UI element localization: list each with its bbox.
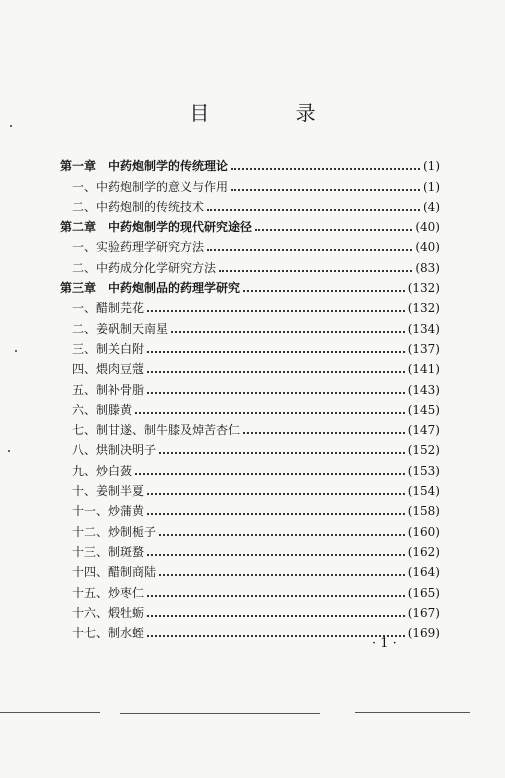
entry-label [60, 586, 144, 600]
entry-title: 二、中药成分化学研究方法 [72, 260, 217, 275]
entry-label [60, 383, 144, 397]
toc-chapter-entry [60, 275, 440, 295]
entry-title: 十七、制水蛭 [72, 626, 145, 641]
entry-label [60, 545, 144, 559]
entry-label [60, 423, 240, 437]
entry-label [60, 159, 228, 173]
entry-title: 十、姜制半夏 [72, 484, 145, 499]
entry-title: 中药炮制学的现代研究途径 [108, 220, 253, 235]
entry-label [60, 443, 156, 457]
entry-page: (40) [415, 220, 440, 235]
entry-page: (164) [407, 565, 440, 580]
entry-page: (83) [415, 260, 440, 275]
entry-title: 二、姜矾制天南星 [72, 321, 169, 336]
toc-section-entry [60, 173, 440, 193]
entry-title: 十三、制斑蝥 [72, 544, 145, 559]
leader-dots [147, 554, 405, 556]
table-of-contents [60, 153, 440, 640]
entry-label [60, 240, 204, 254]
entry-page: (167) [407, 605, 440, 620]
leader-dots [147, 513, 405, 515]
entry-page: (1) [423, 179, 440, 194]
entry-label [60, 200, 204, 214]
toc-chapter-entry [60, 153, 440, 173]
toc-section-entry [60, 539, 440, 559]
entry-page: (143) [407, 382, 440, 397]
bottom-rule [0, 712, 100, 713]
entry-title: 十五、炒枣仁 [72, 585, 145, 600]
chapter-number: 第三章 [60, 281, 97, 296]
entry-title: 七、制甘遂、制牛膝及焯苦杏仁 [72, 423, 241, 438]
entry-title: 四、煨肉豆蔻 [72, 362, 145, 377]
entry-page: (141) [407, 362, 440, 377]
leader-dots [159, 574, 405, 576]
toc-section-entry [60, 295, 440, 315]
toc-section-entry [60, 397, 440, 417]
toc-chapter-entry [60, 214, 440, 234]
entry-title: 中药炮制品的药理学研究 [108, 281, 241, 296]
leader-dots [147, 310, 405, 312]
toc-section-entry [60, 518, 440, 538]
leader-dots [147, 615, 405, 617]
leader-dots [147, 635, 405, 637]
entry-label [60, 301, 144, 315]
entry-page: (169) [407, 626, 440, 641]
toc-section-entry [60, 478, 440, 498]
chapter-number: 第一章 [60, 159, 97, 174]
entry-title: 一、中药炮制学的意义与作用 [72, 179, 229, 194]
entry-label [60, 464, 132, 478]
entry-page: (137) [407, 341, 440, 356]
leader-dots [243, 290, 405, 292]
leader-dots [135, 412, 405, 414]
toc-section-entry [60, 234, 440, 254]
entry-title: 八、烘制决明子 [72, 443, 157, 458]
chapter-number: 第二章 [60, 220, 97, 235]
entry-title: 十六、煅牡蛎 [72, 605, 145, 620]
entry-title: 五、制补骨脂 [72, 382, 145, 397]
leader-dots [147, 392, 405, 394]
entry-label [60, 606, 144, 620]
entry-label [60, 504, 144, 518]
entry-title: 一、醋制芫花 [72, 301, 145, 316]
entry-title: 中药炮制学的传统理论 [108, 159, 229, 174]
entry-label [60, 180, 228, 194]
toc-section-entry [60, 457, 440, 477]
scan-speck [15, 350, 17, 352]
entry-page: (160) [407, 524, 440, 539]
entry-title: 十一、炒蒲黄 [72, 504, 145, 519]
leader-dots [207, 209, 420, 211]
entry-label [60, 261, 216, 275]
entry-page: (145) [407, 402, 440, 417]
bottom-rule [120, 713, 320, 714]
entry-label [60, 403, 132, 417]
entry-page: (134) [407, 321, 440, 336]
entry-page: (132) [407, 281, 440, 296]
entry-label [60, 342, 144, 356]
page-number: · 1 · [372, 636, 397, 651]
entry-title: 一、实验药理学研究方法 [72, 240, 205, 255]
toc-section-entry [60, 437, 440, 457]
entry-label [60, 281, 240, 295]
entry-page: (1) [423, 159, 440, 174]
leader-dots [147, 371, 405, 373]
entry-page: (147) [407, 423, 440, 438]
entry-label [60, 565, 156, 579]
leader-dots [219, 270, 412, 272]
leader-dots [243, 432, 405, 434]
leader-dots [231, 168, 420, 170]
entry-page: (132) [407, 301, 440, 316]
leader-dots [147, 351, 405, 353]
leader-dots [231, 189, 420, 191]
toc-section-entry [60, 315, 440, 335]
entry-page: (165) [407, 585, 440, 600]
toc-section-entry [60, 376, 440, 396]
scan-speck [8, 450, 10, 452]
leader-dots [135, 473, 405, 475]
entry-label [60, 322, 168, 336]
entry-page: (152) [407, 443, 440, 458]
leader-dots [159, 534, 405, 536]
toc-section-entry [60, 254, 440, 274]
entry-label [60, 220, 252, 234]
toc-section-entry [60, 579, 440, 599]
scan-speck [10, 125, 12, 127]
entry-page: (158) [407, 504, 440, 519]
leader-dots [255, 229, 412, 231]
entry-title: 三、制关白附 [72, 341, 145, 356]
leader-dots [171, 331, 405, 333]
entry-page: (162) [407, 544, 440, 559]
entry-page: (4) [423, 199, 440, 214]
entry-title: 二、中药炮制的传统技术 [72, 199, 205, 214]
leader-dots [147, 493, 405, 495]
toc-section-entry [60, 559, 440, 579]
bottom-rule [355, 712, 470, 713]
toc-section-entry [60, 417, 440, 437]
toc-section-entry [60, 498, 440, 518]
entry-label [60, 484, 144, 498]
toc-section-entry [60, 356, 440, 376]
entry-label [60, 626, 144, 640]
entry-page: (153) [407, 463, 440, 478]
entry-page: (154) [407, 484, 440, 499]
toc-section-entry [60, 600, 440, 620]
entry-title: 六、制滕黄 [72, 402, 133, 417]
toc-section-entry [60, 194, 440, 214]
entry-page: (40) [415, 240, 440, 255]
page-title: 目 录 [189, 101, 356, 125]
entry-title: 九、炒白蔹 [72, 463, 133, 478]
leader-dots [147, 595, 405, 597]
leader-dots [159, 452, 405, 454]
entry-title: 十二、炒制栀子 [72, 524, 157, 539]
entry-label [60, 362, 144, 376]
leader-dots [207, 249, 412, 251]
toc-section-entry [60, 336, 440, 356]
entry-label [60, 525, 156, 539]
entry-title: 十四、醋制商陆 [72, 565, 157, 580]
